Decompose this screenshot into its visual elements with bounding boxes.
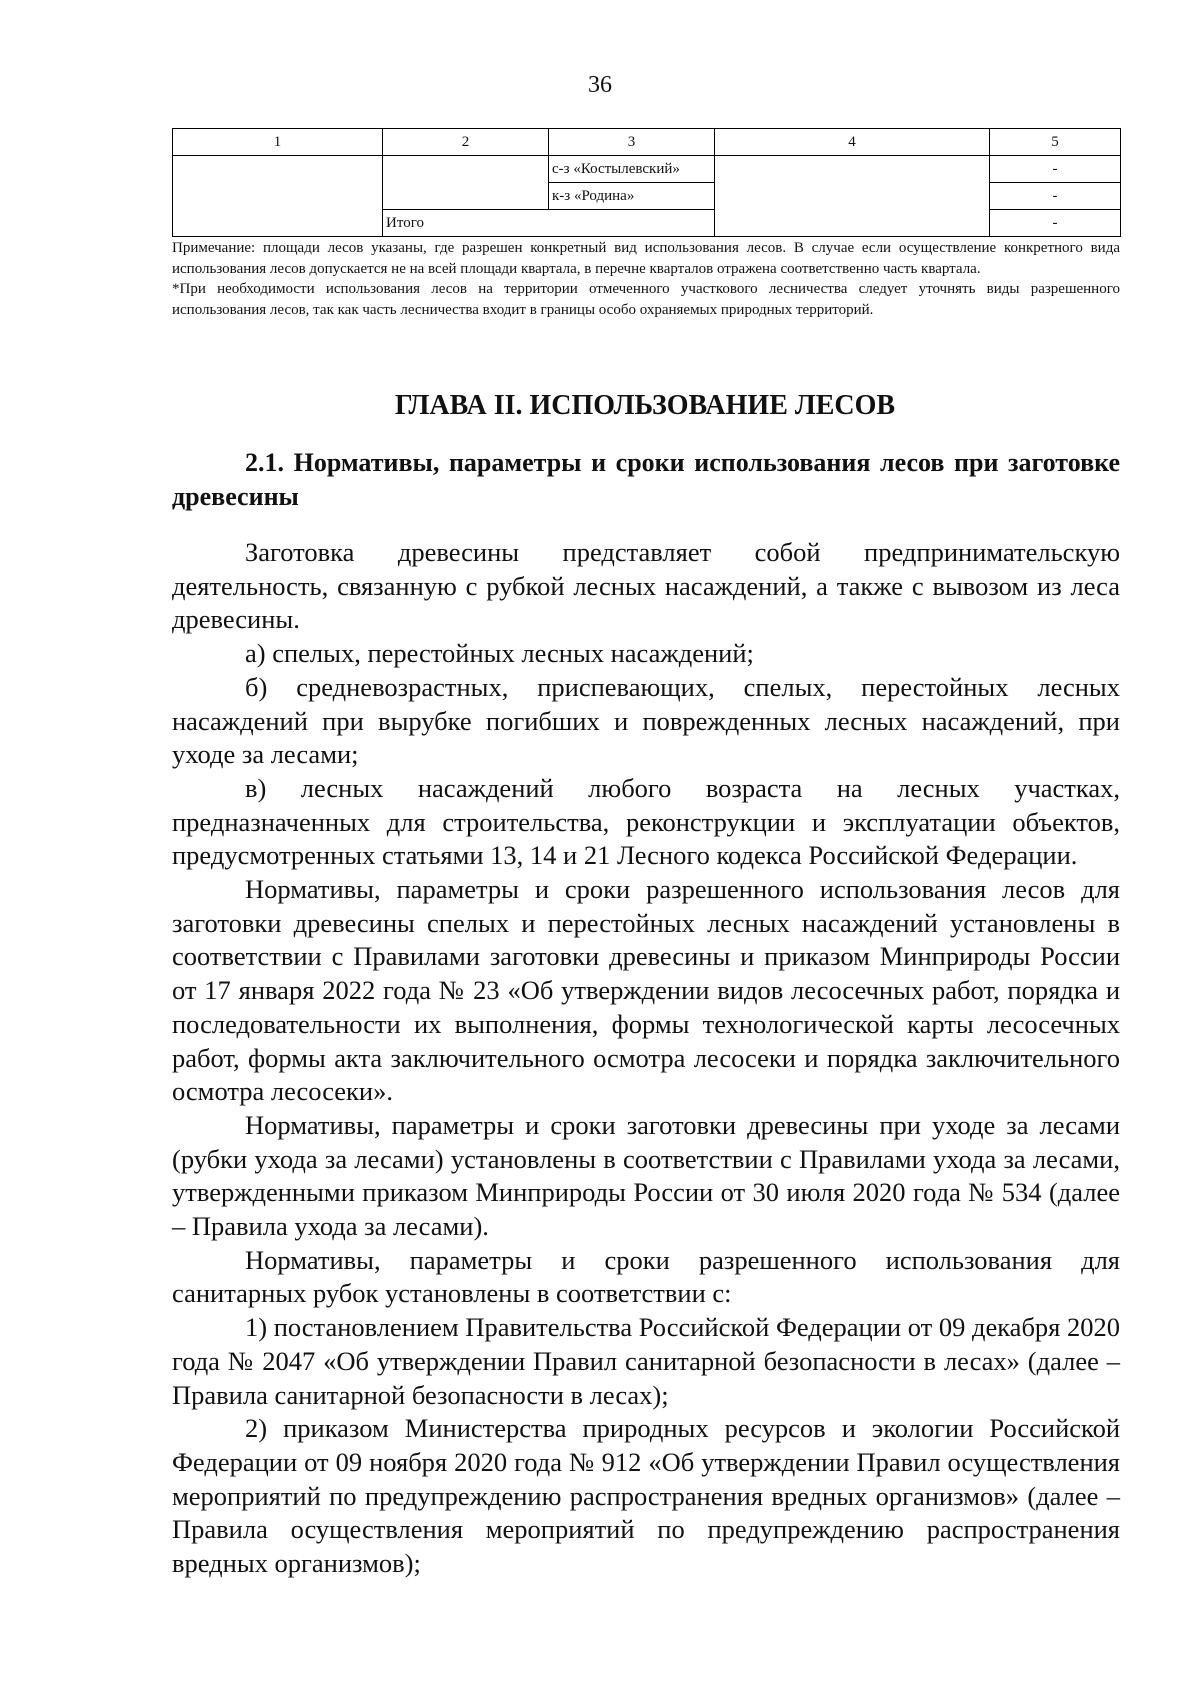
body-text [172,536,1120,1581]
table-header-cell: 1 [173,129,383,156]
note-paragraph: Примечание: площади лесов указаны, где разрешен конкретный вид использования лесов. В случае если осуществление конкретного вида использования лесов допускается не на всей площади квартала, в перечне кварталов отражена соответственно часть квартала. [172,240,1120,277]
table-cell-empty [715,156,990,237]
table-cell-value: - [990,183,1121,210]
table-total-label: Итого [383,210,715,237]
paragraph: Нормативы, параметры и сроки разрешенного использования для санитарных рубок установлены в соответствии с: [172,1244,1120,1309]
paragraph: а) спелых, перестойных лесных насаждений; [245,638,754,669]
page-number: 36 [588,72,612,98]
note-paragraph: *При необходимости использования лесов на территории отмеченного участкового лесничества следует уточнять виды разрешенного использования лесов, так как часть лесничества входит в границы особо охраняемых природных территорий. [172,281,1120,318]
table-header-cell: 3 [549,129,715,156]
table-row [173,156,1121,183]
table-cell-value: - [990,156,1121,183]
table-cell-empty [173,156,383,237]
paragraph: 1) постановлением Правительства Российской Федерации от 09 декабря 2020 года № 2047 «Об утверждении Правил санитарной безопасности в лесах» (далее – Правила санитарной безопасности в лесах); [172,1312,1120,1410]
table-header-row [173,129,1121,156]
paragraph: в) лесных насаждений любого возраста на лесных участках, предназначенных для строительства, реконструкции и эксплуатации объектов, предусмотренных статьями 13, 14 и 21 Лесного кодекса Российской Федерации. [172,772,1120,871]
chapter-title: ГЛАВА II. ИСПОЛЬЗОВАНИЕ ЛЕСОВ [394,390,896,421]
continuation-table [172,128,1121,237]
table-cell-farm: к-з «Родина» [549,183,715,210]
paragraph: Заготовка древесины представляет собой предпринимательскую деятельность, связанную с рубкой лесных насаждений, а также с вывозом из леса древесины. [172,537,1120,635]
paragraph: Нормативы, параметры и сроки разрешенного использования лесов для заготовки древесины спелых и перестойных лесных насаждений установлены в соответствии с Правилами заготовки древесины и приказом Минприроды России от 17 января 2022 года № 23 «Об утверждении видов лесосечных работ, порядка и последовательности их выполнения, формы технологической карты лесосечных работ, формы акта заключительного осмотра лесосеки и порядка заключительного осмотра лесосеки». [172,874,1120,1107]
table-header-cell: 4 [715,129,990,156]
table-cell-farm: с-з «Костылевский» [549,156,715,183]
section-title: 2.1. Нормативы, параметры и сроки использования лесов при заготовке древесины [172,448,1120,511]
table-cell-empty [383,156,549,210]
table-header-cell: 2 [383,129,549,156]
paragraph: Нормативы, параметры и сроки заготовки древесины при уходе за лесами (рубки ухода за лесами) установлены в соответствии с Правилами ухода за лесами, утвержденными приказом Минприроды России от 30 июля 2020 года № 534 (далее – Правила ухода за лесами). [172,1109,1120,1242]
paragraph: б) средневозрастных, приспевающих, спелых, перестойных лесных насаждений при вырубке погибших и поврежденных лесных насаждений, при уходе за лесами; [172,671,1120,770]
table-header-cell: 5 [990,129,1121,156]
table-notes [172,238,1120,320]
table-total-value: - [990,210,1121,237]
paragraph: 2) приказом Министерства природных ресурсов и экологии Российской Федерации от 09 ноября 2020 года № 912 «Об утверждении Правил осуществления мероприятий по предупреждению распространения вредных организмов» (далее – Правила осуществления мероприятий по предупреждению распространения вредных организмов); [172,1413,1120,1579]
